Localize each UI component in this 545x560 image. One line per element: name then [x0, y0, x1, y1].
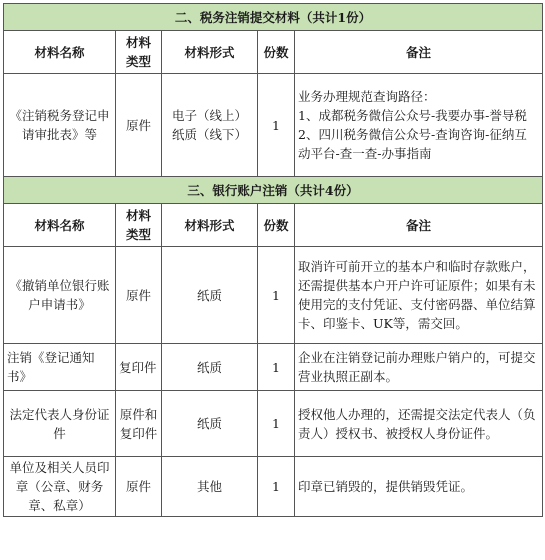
- cell-name: 注销《登记通知书》: [4, 344, 116, 391]
- materials-document: [3, 3, 542, 557]
- table-row: [4, 247, 543, 344]
- cell-count: 1: [258, 391, 295, 457]
- table-row: [4, 457, 543, 517]
- header-row: [4, 204, 543, 247]
- cell-note: 印章已销毁的，提供销毁凭证。: [295, 457, 543, 517]
- section-title-row: [4, 177, 543, 204]
- header-note: 备注: [295, 31, 543, 74]
- table-row: [4, 344, 543, 391]
- header-material-form: 材料形式: [162, 31, 258, 74]
- cell-note: 取消许可前开立的基本户和临时存款账户，还需提供基本户开户许可证原件；如果有未使用完的支付凭证、支付密码器、单位结算卡、印鉴卡、UK等，需交回。: [295, 247, 543, 344]
- cell-type: 原件: [116, 247, 162, 344]
- cell-name: 《撤销单位银行账户申请书》: [4, 247, 116, 344]
- section-title: 二、税务注销提交材料（共计1份）: [4, 4, 543, 31]
- cell-type: 原件: [116, 457, 162, 517]
- table-row: [4, 74, 543, 177]
- cell-type: 原件和复印件: [116, 391, 162, 457]
- header-material-name: 材料名称: [4, 204, 116, 247]
- cell-count: 1: [258, 74, 295, 177]
- cell-type: 原件: [116, 74, 162, 177]
- cell-count: 1: [258, 247, 295, 344]
- cell-count: 1: [258, 457, 295, 517]
- header-count: 份数: [258, 204, 295, 247]
- header-note: 备注: [295, 204, 543, 247]
- section-title: 三、银行账户注销（共计4份）: [4, 177, 543, 204]
- cell-type: 复印件: [116, 344, 162, 391]
- header-material-type: 材料 类型: [116, 204, 162, 247]
- section-title-row: [4, 4, 543, 31]
- cell-form: 纸质: [162, 247, 258, 344]
- cell-form: 其他: [162, 457, 258, 517]
- cell-note: 授权他人办理的，还需提交法定代表人（负责人）授权书、被授权人身份证件。: [295, 391, 543, 457]
- cell-note: 企业在注销登记前办理账户销户的，可提交营业执照正副本。: [295, 344, 543, 391]
- cell-form: 纸质: [162, 391, 258, 457]
- header-material-name: 材料名称: [4, 31, 116, 74]
- cell-name: 单位及相关人员印章（公章、财务章、私章）: [4, 457, 116, 517]
- cell-note: 业务办理规范查询路径： 1、成都税务微信公众号-我要办事-誉导税 2、四川税务微信公众号-查询咨询-征纳互动平台-查一查-办事指南: [295, 74, 543, 177]
- cell-form: 纸质: [162, 344, 258, 391]
- cell-name: 法定代表人身份证件: [4, 391, 116, 457]
- header-count: 份数: [258, 31, 295, 74]
- cell-name: 《注销税务登记申请审批表》等: [4, 74, 116, 177]
- header-material-form: 材料形式: [162, 204, 258, 247]
- table-row: [4, 391, 543, 457]
- materials-table: [3, 3, 543, 517]
- header-material-type: 材料 类型: [116, 31, 162, 74]
- cell-count: 1: [258, 344, 295, 391]
- header-row: [4, 31, 543, 74]
- cell-form: 电子（线上） 纸质（线下）: [162, 74, 258, 177]
